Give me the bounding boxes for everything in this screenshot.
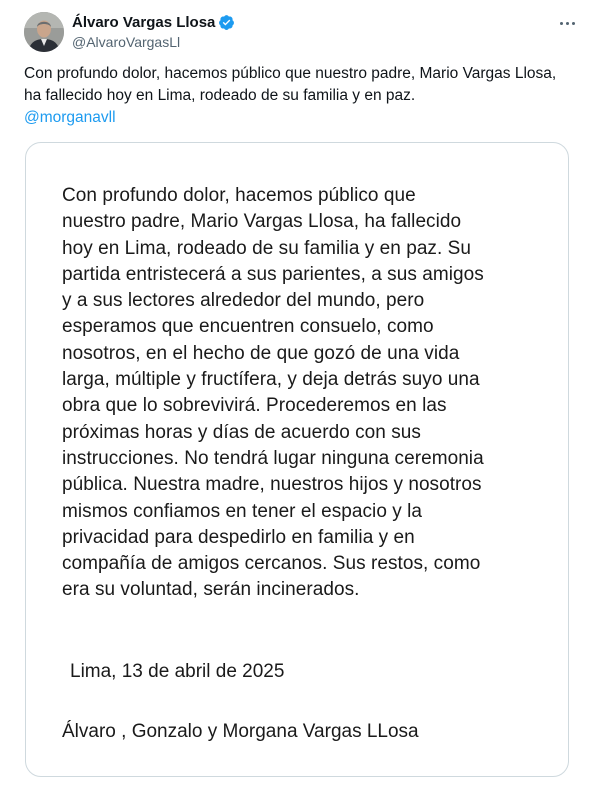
tweet-text	[24, 63, 569, 129]
attached-image[interactable]	[25, 142, 569, 777]
statement-signature: Álvaro , Gonzalo y Morgana Vargas LLosa	[62, 721, 419, 742]
more-dot	[572, 22, 575, 25]
more-dot	[560, 22, 563, 25]
statement-text: Con profundo dolor, hacemos público que nuestro padre, Mario Vargas Llosa, ha fallecido hoy en Lima, rodeado de su familia y en paz. Su partida entristecerá a sus parientes, a sus amigos y a sus lectores alrededor del mundo, pero esperamos que encuentren consuelo, como nosotros, en el hecho de que gozó de una vida larga, múltiple y fructífera, y deja detrás suyo una obra que lo sobrevivirá. Procederemos en las próximas horas y días de acuerdo con sus instrucciones. No tendrá lugar ninguna ceremonia pública. Nuestra madre, nuestros hijos y nosotros mismos confiamos en tener el espacio y la privacidad para despedirlo en familia y en compañía de amigos cercanos. Sus restos, como era su voluntad, serán incinerados.	[62, 185, 484, 601]
verified-badge-icon[interactable]	[218, 14, 235, 31]
author-display-name[interactable]: Álvaro Vargas Llosa	[72, 13, 216, 31]
statement-date: Lima, 13 de abril de 2025	[70, 661, 285, 682]
author-info	[72, 12, 235, 50]
tweet-body: Con profundo dolor, hacemos público que nuestro padre, Mario Vargas Llosa, ha fallecido hoy en Lima, rodeado de su familia y en paz.	[24, 65, 557, 104]
more-horizontal-icon[interactable]	[555, 14, 579, 32]
tweet-header	[24, 12, 579, 52]
author-name-row	[72, 12, 235, 32]
more-dot	[566, 22, 569, 25]
avatar[interactable]	[24, 12, 64, 52]
author-handle[interactable]: @AlvaroVargasLl	[72, 34, 181, 50]
avatar-image	[24, 12, 64, 52]
mention-link[interactable]: @morganavll	[24, 109, 116, 126]
